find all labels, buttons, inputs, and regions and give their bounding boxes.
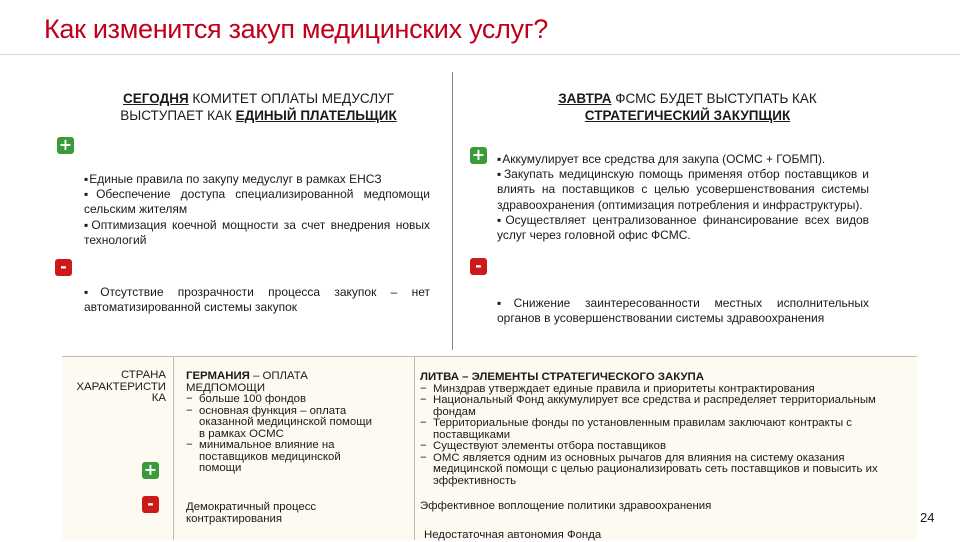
- left-heading-today: СЕГОДНЯ: [123, 91, 189, 106]
- comparison-table: [62, 356, 917, 540]
- germany-heading: ГЕРМАНИЯ – ОПЛАТА МЕДПОМОЩИ: [186, 370, 308, 394]
- country-header-line: КА: [151, 392, 166, 404]
- plus-icon: +: [58, 135, 73, 154]
- lithuania-item: − Национальный Фонд аккумулирует все средства и распределяет территориальным фондам: [420, 395, 916, 418]
- left-plus-item: ▪ Обеспечение доступа специализированной медпомощи сельским жителям: [84, 187, 430, 217]
- right-minus-item: ▪ Снижение заинтересованности местных исполнительных органов в усовершенствовании системы здравоохранения: [497, 296, 869, 326]
- left-minus-list: [84, 285, 430, 315]
- right-heading-middle: ФСМС БУДЕТ ВЫСТУПАТЬ КАК: [611, 91, 817, 106]
- column-divider: [452, 72, 453, 350]
- left-plus-item: ▪ Оптимизация коечной мощности за счет внедрения новых технологий: [84, 218, 430, 248]
- page-title: Как изменится закуп медицинских услуг?: [44, 14, 548, 44]
- lithuania-item: − ОМС является одним из основных рычагов для влияния на систему оказания медицинской помощи с целью рационализировать сеть поставщиков и повысить их эффективность: [420, 453, 916, 488]
- right-plus-item: ▪ Закупать медицинскую помощь применяя отбор поставщиков и влиять на поставщиков с целью усовершенствования системы здравоохранения (оптимизация потребления и инфраструктуры).: [497, 167, 869, 213]
- minus-icon: -: [142, 496, 159, 513]
- lithuania-plus: Эффективное воплощение политики здравоохранения: [420, 500, 712, 512]
- left-plus-item: ▪ Единые правила по закупу медуслуг в рамках ЕНСЗ: [84, 172, 430, 187]
- lithuania-item: − Территориальные фонды по установленным правилам заключают контракты с поставщиками: [420, 418, 916, 441]
- germany-item: − больше 100 фондов: [186, 394, 374, 406]
- table-col-separator: [414, 356, 415, 540]
- lithuania-item: − Существуют элементы отбора поставщиков: [420, 441, 916, 453]
- lithuania-cell: [420, 372, 916, 487]
- right-plus-item: ▪ Осуществляет централизованное финансирование всех видов услуг через головной офис ФСМС.: [497, 213, 869, 243]
- left-heading-middle: КОМИТЕТ ОПЛАТЫ МЕДУСЛУГ ВЫСТУПАЕТ КАК: [120, 91, 394, 123]
- title-divider: [0, 54, 960, 55]
- lithuania-item: − Минздрав утверждает единые правила и приоритеты контрактирования: [420, 384, 916, 396]
- left-minus-item: ▪ Отсутствие прозрачности процесса закупок – нет автоматизированной системы закупок: [84, 285, 430, 315]
- right-minus-list: [497, 296, 869, 326]
- right-heading: [520, 90, 855, 124]
- country-header-line: СТРАНА: [120, 369, 166, 381]
- germany-item: − минимальное влияние на поставщиков медицинской помощи: [186, 440, 374, 475]
- page-number: 24: [920, 510, 935, 525]
- right-plus-list: [497, 152, 869, 243]
- right-plus-item: ▪ Аккумулирует все средства для закупа (ОСМС + ГОБМП).: [497, 152, 869, 167]
- plus-icon: +: [143, 460, 158, 479]
- table-header-country: [62, 370, 166, 405]
- germany-cell: [186, 371, 374, 475]
- germany-item: − основная функция – оплата оказанной медицинской помощи в рамках ОСМС: [186, 406, 374, 441]
- minus-icon: -: [55, 259, 72, 276]
- lithuania-heading: ЛИТВА – ЭЛЕМЕНТЫ СТРАТЕГИЧЕСКОГО ЗАКУПА: [420, 371, 704, 383]
- left-heading-payer: ЕДИНЫЙ ПЛАТЕЛЬЩИК: [235, 108, 397, 123]
- right-heading-buyer: СТРАТЕГИЧЕСКИЙ ЗАКУПЩИК: [584, 108, 791, 123]
- germany-minus: Демократичный процесс контрактирования: [186, 501, 317, 525]
- lithuania-list: [420, 384, 916, 488]
- germany-list: [186, 394, 374, 475]
- country-header-line: ХАРАКТЕРИСТИ: [76, 380, 166, 393]
- lithuania-minus: Недостаточная автономия Фонда: [424, 529, 602, 541]
- table-top-border: [62, 356, 917, 357]
- table-col-separator: [173, 356, 174, 540]
- left-plus-list: [84, 172, 430, 248]
- right-heading-tomorrow: ЗАВТРА: [558, 91, 612, 106]
- left-heading: [86, 90, 431, 124]
- plus-icon: +: [471, 145, 486, 164]
- minus-icon: -: [470, 258, 487, 275]
